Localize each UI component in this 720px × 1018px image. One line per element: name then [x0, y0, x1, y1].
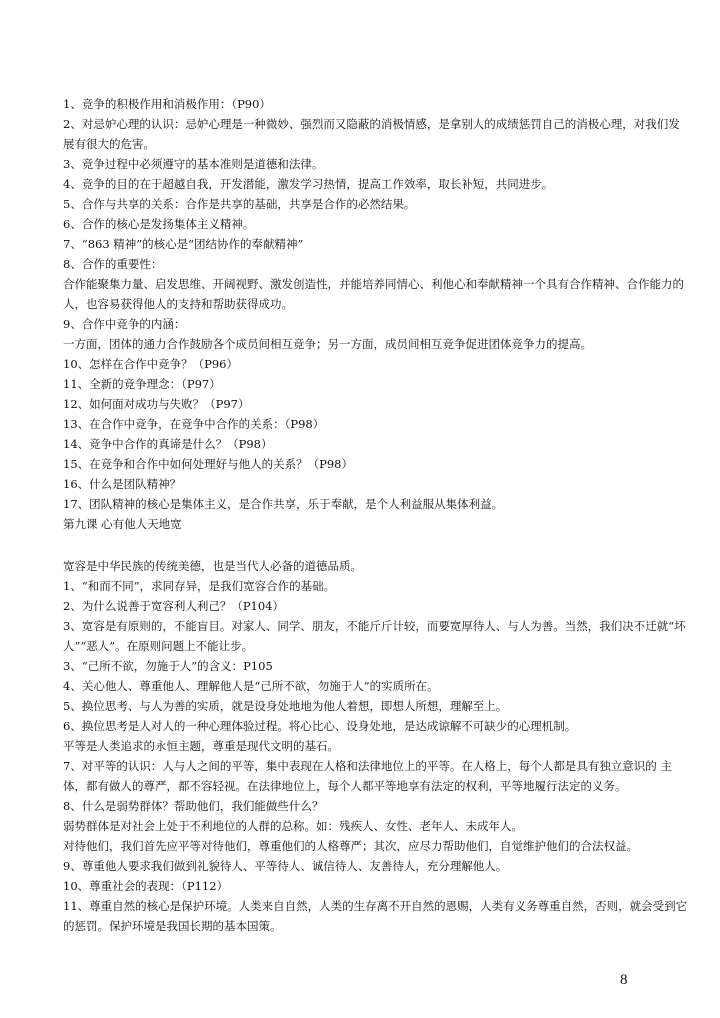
- text-line: 对待他们，我们首先应平等对待他们，尊重他们的人格尊严；其次，应尽力帮助他们，自觉维护他们的合法权益。: [63, 839, 638, 853]
- text-line: 7、对平等的认识：人与人之间的平等，集中表现在人格和法律地位上的平等。在人格上，每个人都是具有独立意识的 主体，都有做人的尊严，都不容轻视。在法律地位上，每个人都平等地享有法定的权利，平等地履行法定的义务。: [63, 759, 672, 793]
- lesson-heading: 第九课 心有他人天地宽: [63, 517, 182, 531]
- text-line: 3、宽容是有原则的，不能盲目。对家人、同学、朋友，不能斤斤计较，而要宽厚待人、与人为善。当然，我们决不迁就“坏人”“恶人”。在原则问题上不能让步。: [63, 619, 686, 653]
- text-line: 2、为什么说善于宽容利人利己？（P104）: [63, 599, 285, 613]
- text-line: 4、竞争的目的在于超越自我，开发潜能，激发学习热情，提高工作效率，取长补短，共同进步。: [63, 177, 554, 191]
- text-line: 宽容是中华民族的传统美德，也是当代人必备的道德品质。: [63, 559, 362, 573]
- text-line: 10、尊重社会的表现：（P112）: [63, 879, 229, 893]
- document-body: [63, 94, 690, 936]
- text-line: 13、在合作中竞争，在竞争中合作的关系：（P98）: [63, 417, 325, 431]
- text-line: 一方面，团体的通力合作鼓励各个成员间相互竞争；另一方面，成员间相互竞争促进团体竞争力的提高。: [63, 337, 592, 351]
- text-line: 2、对忌妒心理的认识：忌妒心理是一种微妙、强烈而又隐蔽的消极情感，是拿别人的成绩惩罚自己的消极心理，对我们发展有很大的危害。: [63, 117, 680, 151]
- text-line: 3、竞争过程中必须遵守的基本准则是道德和法律。: [63, 157, 324, 171]
- text-line: 8、合作的重要性：: [63, 257, 163, 271]
- text-line: 5、合作与共享的关系：合作是共享的基础，共享是合作的必然结果。: [63, 197, 416, 211]
- page-number: 8: [620, 972, 628, 988]
- section-tolerance-respect: [63, 556, 690, 936]
- text-line: 15、在竞争和合作中如何处理好与他人的关系？（P98）: [63, 457, 354, 471]
- text-line: 1、竞争的积极作用和消极作用：（P90）: [63, 97, 271, 111]
- text-line: 合作能聚集力量、启发思维、开阔视野、激发创造性，并能培养同情心、利他心和奉献精神一个具有合作精神、合作能力的人，也容易获得他人的支持和帮助获得成功。: [63, 277, 684, 311]
- text-line: 平等是人类追求的永恒主题，尊重是现代文明的基石。: [63, 739, 339, 753]
- text-line: 5、换位思考、与人为善的实质，就是设身处地地为他人着想，即想人所想，理解至上。: [63, 699, 508, 713]
- text-line: 16、什么是团队精神？: [63, 477, 182, 491]
- text-line: 6、合作的核心是发扬集体主义精神。: [63, 217, 255, 231]
- text-line: 17、团队精神的核心是集体主义，是合作共享，乐于奉献，是个人利益服从集体利益。: [63, 497, 504, 511]
- text-line: 弱势群体是对社会上处于不利地位的人群的总称。如：残疾人、女性、老年人、未成年人。: [63, 819, 523, 833]
- text-line: 12、如何面对成功与失败？（P97）: [63, 397, 250, 411]
- text-line: 11、尊重自然的核心是保护环境。人类来自自然，人类的生存离不开自然的恩赐，人类有义务尊重自然，否则，就会受到它的惩罚。保护环境是我国长期的基本国策。: [63, 899, 688, 933]
- section-competition-cooperation: [63, 94, 690, 534]
- text-line: 6、换位思考是人对人的一种心理体验过程。将心比心、设身处地，是达成谅解不可缺少的心理机制。: [63, 719, 577, 733]
- text-line: 9、尊重他人要求我们做到礼貌待人、平等待人、诚信待人、友善待人，充分理解他人。: [63, 859, 508, 873]
- text-line: 1、“和而不同”，求同存异，是我们宽容合作的基础。: [63, 579, 336, 593]
- text-line: 7、“863 精神”的核心是“团结协作的奉献精神”: [63, 237, 304, 251]
- text-line: 11、全新的竞争理念：（P97）: [63, 377, 221, 391]
- text-line: 3、“己所不欲，勿施于人”的含义：P105: [63, 659, 273, 673]
- text-line: 9、合作中竞争的内涵：: [63, 317, 186, 331]
- text-line: 14、竞争中合作的真谛是什么？（P98）: [63, 437, 273, 451]
- text-line: 4、关心他人、尊重他人、理解他人是“己所不欲，勿施于人”的实质所在。: [63, 679, 439, 693]
- text-line: 8、什么是弱势群体？帮助他们，我们能做些什么？: [63, 799, 324, 813]
- section-gap: [63, 534, 690, 556]
- text-line: 10、怎样在合作中竞争？（P96）: [63, 357, 239, 371]
